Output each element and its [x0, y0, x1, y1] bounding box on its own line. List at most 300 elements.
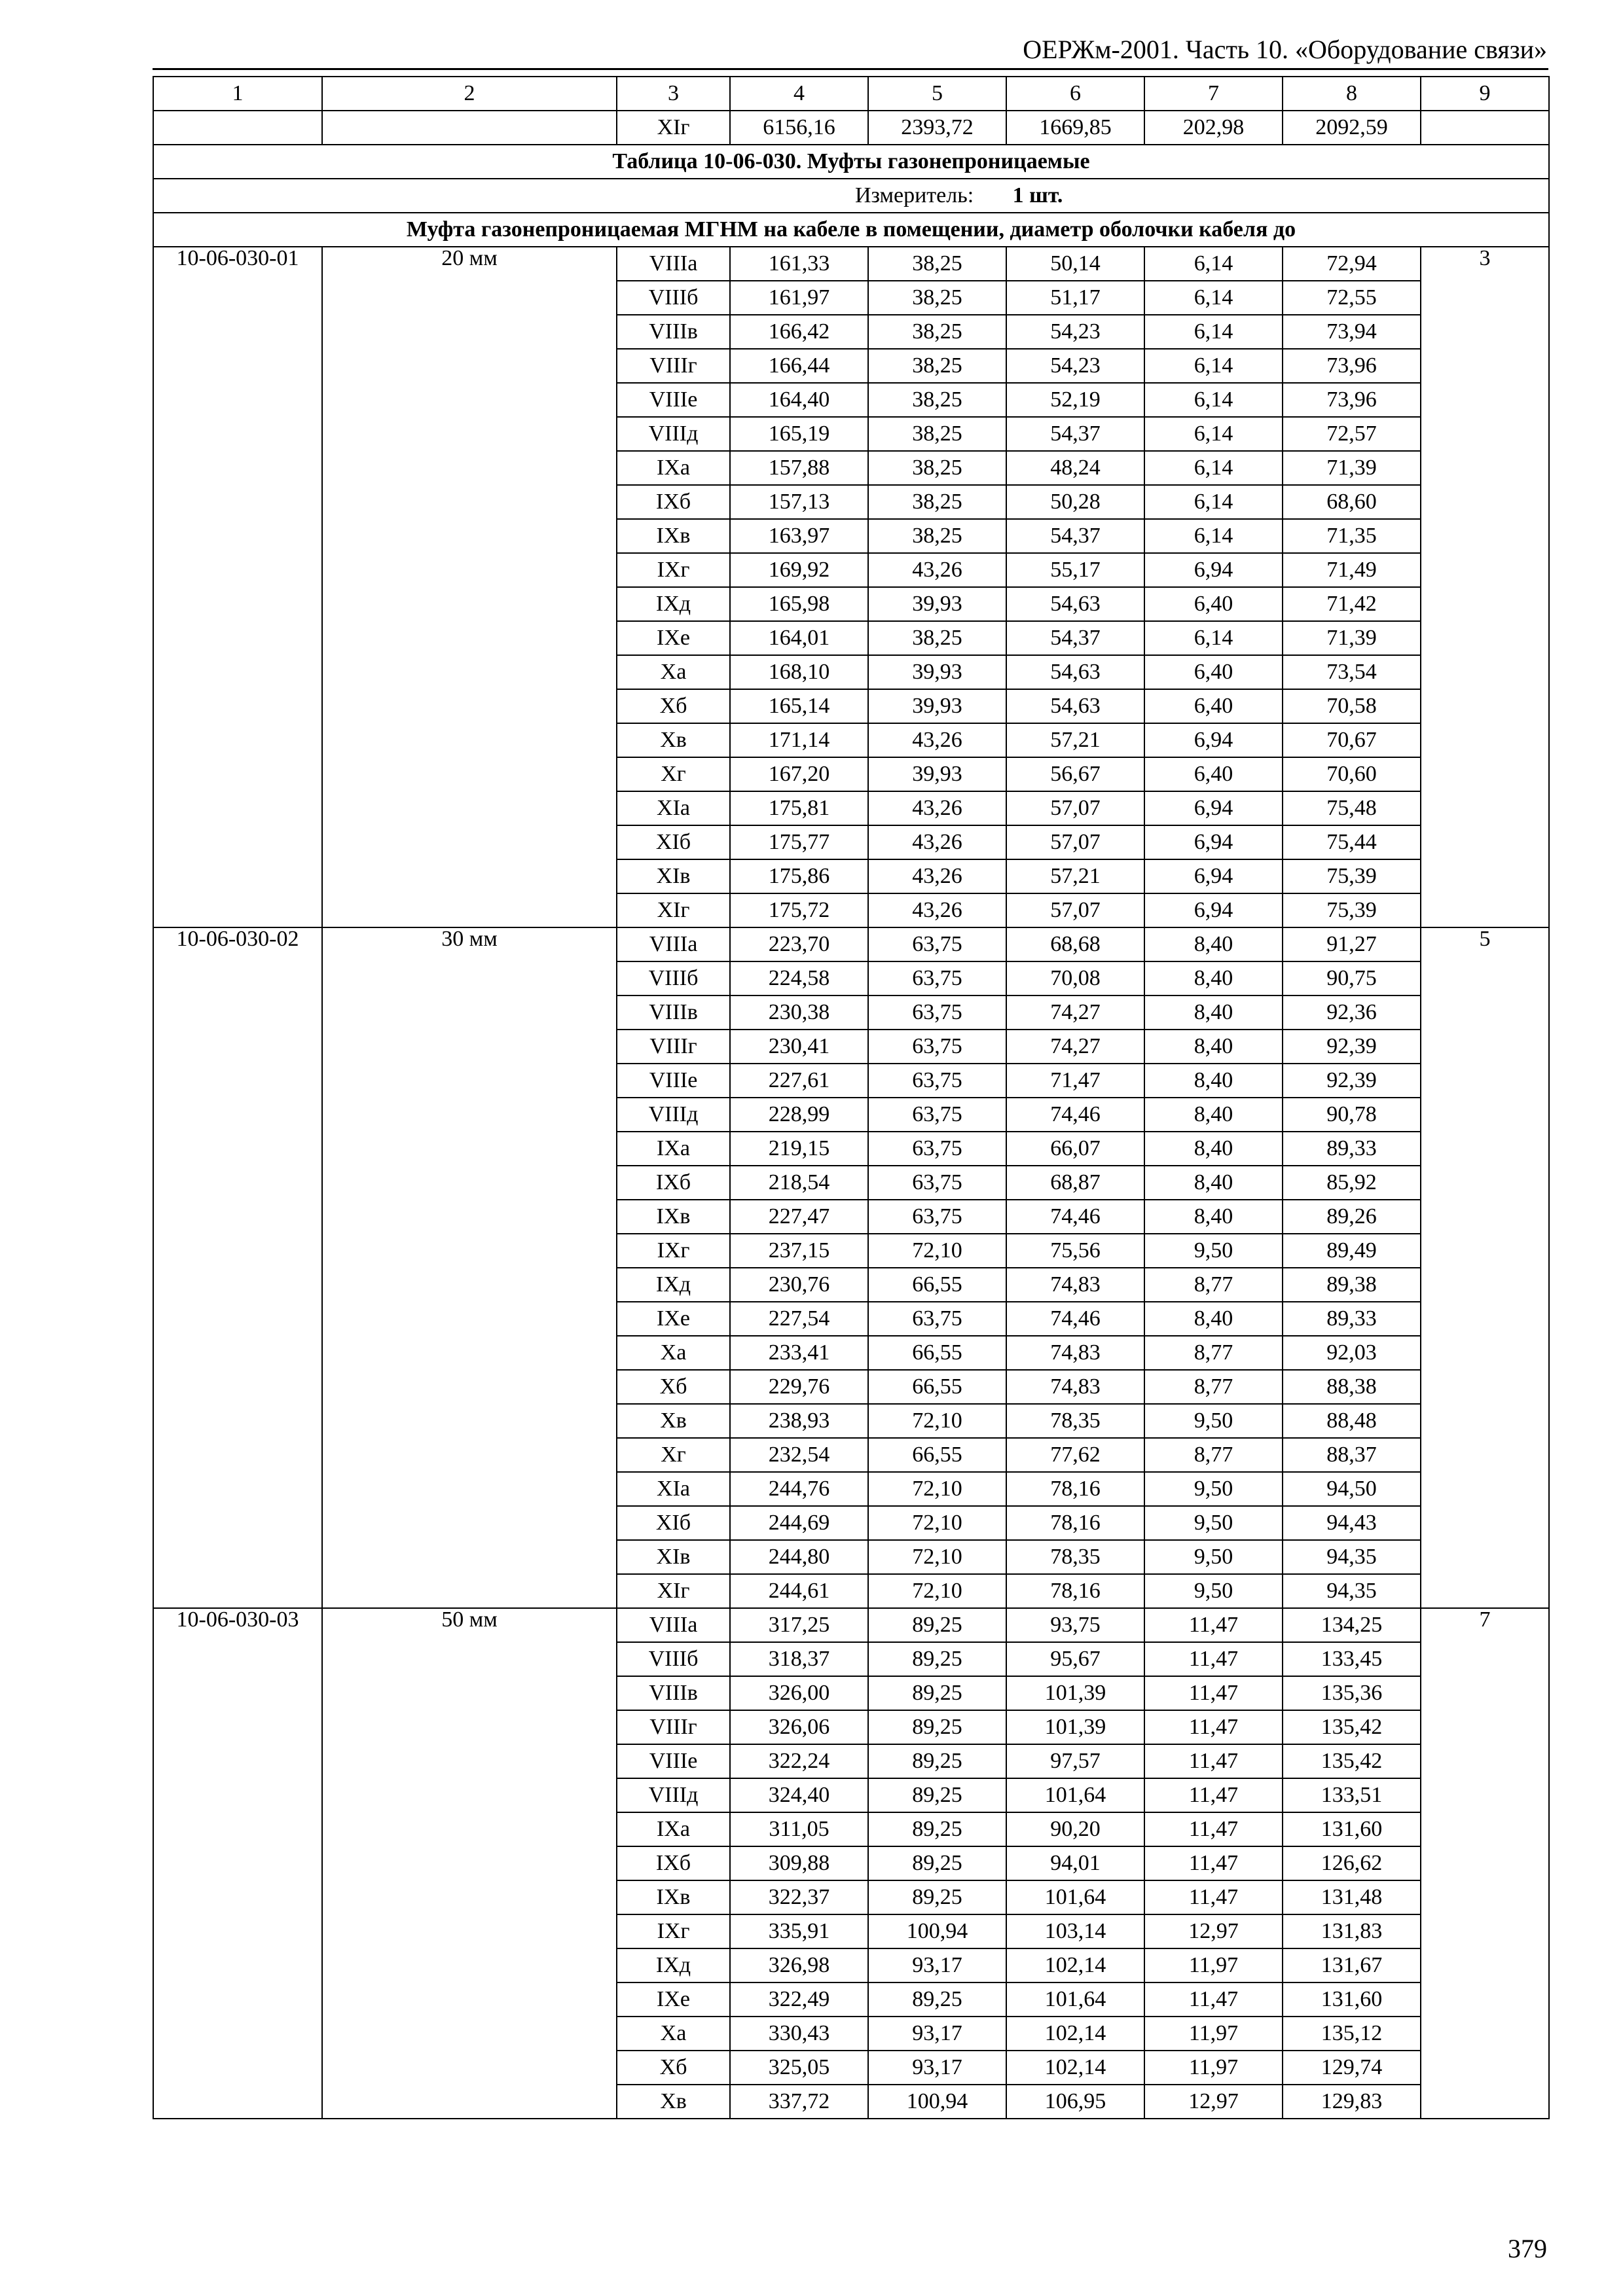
cell-value: 6,94 [1144, 859, 1283, 893]
cell-value: 91,27 [1283, 927, 1421, 961]
cell-value: 165,98 [730, 587, 868, 621]
cell-value: 167,20 [730, 757, 868, 791]
cell-class: Xв [617, 1404, 730, 1438]
cell-class: Xа [617, 1336, 730, 1370]
cell-value: 126,62 [1283, 1846, 1421, 1880]
description-cell: 20 мм [322, 247, 617, 927]
cell-value: 6,14 [1144, 281, 1283, 315]
cell-value: 43,26 [868, 791, 1006, 825]
measure-cell [153, 179, 1549, 213]
cell-value: 131,60 [1283, 1812, 1421, 1846]
cell-value: 90,20 [1006, 1812, 1144, 1846]
cell-class: IXг [617, 553, 730, 587]
cell-value: 326,06 [730, 1710, 868, 1744]
cell-class: Xв [617, 2085, 730, 2119]
cell-class: XIб [617, 825, 730, 859]
cell-value: 157,13 [730, 485, 868, 519]
cell-value: 78,35 [1006, 1404, 1144, 1438]
col-number: 7 [1144, 77, 1283, 111]
cell-value: 75,39 [1283, 893, 1421, 927]
cell-value: 43,26 [868, 553, 1006, 587]
cell-value: 89,25 [868, 1982, 1006, 2017]
cell-value: 8,40 [1144, 1132, 1283, 1166]
cell-class: VIIIд [617, 1778, 730, 1812]
cell-value: 89,25 [868, 1880, 1006, 1914]
cell-class: IXг [617, 1914, 730, 1948]
cell-value: 74,83 [1006, 1370, 1144, 1404]
cell-value: 90,75 [1283, 961, 1421, 996]
cell-class: Xг [617, 1438, 730, 1472]
section-title: Муфта газонепроницаемая МГНМ на кабеле в помещении, диаметр оболочки кабеля до [153, 213, 1549, 247]
cell-class: VIIIб [617, 1642, 730, 1676]
cell-value: 88,37 [1283, 1438, 1421, 1472]
cell-value: 129,74 [1283, 2051, 1421, 2085]
cell-value: 72,10 [868, 1404, 1006, 1438]
cell-class: XIв [617, 1540, 730, 1574]
cell-value: 244,80 [730, 1540, 868, 1574]
cell-value: 330,43 [730, 2017, 868, 2051]
cell-class: Xб [617, 2051, 730, 2085]
cell-value: 92,39 [1283, 1030, 1421, 1064]
table-row [153, 927, 1549, 961]
code-cell: 10-06-030-03 [153, 1608, 322, 2119]
cell-class: VIIIа [617, 247, 730, 281]
cell-value: 135,12 [1283, 2017, 1421, 2051]
cell-value: 89,33 [1283, 1132, 1421, 1166]
cell-value: 43,26 [868, 723, 1006, 757]
cell-value: 227,61 [730, 1064, 868, 1098]
cell-value: 12,97 [1144, 1914, 1283, 1948]
cell-value: 78,35 [1006, 1540, 1144, 1574]
cell-value: 6,40 [1144, 655, 1283, 689]
cell-value: 244,76 [730, 1472, 868, 1506]
cell-value: 92,39 [1283, 1064, 1421, 1098]
cell-class: XIг [617, 893, 730, 927]
cell-value: 72,55 [1283, 281, 1421, 315]
cell-value: 223,70 [730, 927, 868, 961]
cell-value: 133,45 [1283, 1642, 1421, 1676]
cell-value: 322,49 [730, 1982, 868, 2017]
cell-value: 6,94 [1144, 553, 1283, 587]
cell [153, 111, 322, 145]
cell-value: 38,25 [868, 281, 1006, 315]
cell-value: 8,77 [1144, 1438, 1283, 1472]
cell-value: 63,75 [868, 1166, 1006, 1200]
cell-class: VIIIа [617, 1608, 730, 1642]
cell-value: 8,40 [1144, 1030, 1283, 1064]
cell-value: 54,37 [1006, 417, 1144, 451]
cell [322, 111, 617, 145]
cell-class: IXв [617, 1200, 730, 1234]
cell-value: 74,27 [1006, 1030, 1144, 1064]
cell-value: 129,83 [1283, 2085, 1421, 2119]
cell-value: 93,17 [868, 1948, 1006, 1982]
cell-value: 161,33 [730, 247, 868, 281]
cell-value: 9,50 [1144, 1234, 1283, 1268]
cell-value: 102,14 [1006, 1948, 1144, 1982]
cell-value: 66,55 [868, 1336, 1006, 1370]
cell-class: IXд [617, 587, 730, 621]
cell-value: 165,19 [730, 417, 868, 451]
cell-value: 131,83 [1283, 1914, 1421, 1948]
cell-value: 50,14 [1006, 247, 1144, 281]
cell-value: 92,03 [1283, 1336, 1421, 1370]
cell-value: 54,63 [1006, 689, 1144, 723]
cell-value: 175,72 [730, 893, 868, 927]
cell-value: 101,39 [1006, 1676, 1144, 1710]
cell-class: VIIIг [617, 1030, 730, 1064]
cell-class: VIIIе [617, 383, 730, 417]
table-title: Таблица 10-06-030. Муфты газонепроницаемые [153, 145, 1549, 179]
cell-value: 335,91 [730, 1914, 868, 1948]
cell-value: 78,16 [1006, 1472, 1144, 1506]
cell-value: 54,37 [1006, 519, 1144, 553]
description-cell: 30 мм [322, 927, 617, 1608]
col9-cell: 3 [1421, 247, 1549, 927]
cell-value: 8,40 [1144, 1200, 1283, 1234]
cell-value: 102,14 [1006, 2017, 1144, 2051]
cell-value: 8,40 [1144, 1166, 1283, 1200]
cell-value: 11,47 [1144, 1880, 1283, 1914]
cell-value: 6,14 [1144, 247, 1283, 281]
column-number-row [153, 77, 1549, 111]
cell-value: 93,75 [1006, 1608, 1144, 1642]
cell-value: 8,40 [1144, 1064, 1283, 1098]
cell-value: 102,14 [1006, 2051, 1144, 2085]
description-cell: 50 мм [322, 1608, 617, 2119]
cell-value: 227,47 [730, 1200, 868, 1234]
cell-value: 8,40 [1144, 1302, 1283, 1336]
cell-class: XIб [617, 1506, 730, 1540]
cell-value: 131,48 [1283, 1880, 1421, 1914]
col-number: 1 [153, 77, 322, 111]
cell-value: 66,07 [1006, 1132, 1144, 1166]
cell-value: 166,42 [730, 315, 868, 349]
cell-value: 39,93 [868, 587, 1006, 621]
cell-value: 52,19 [1006, 383, 1144, 417]
cell-value: 57,07 [1006, 893, 1144, 927]
col-number: 8 [1283, 77, 1421, 111]
cell-value: 56,67 [1006, 757, 1144, 791]
cell-value: 135,42 [1283, 1744, 1421, 1778]
cell-value: 54,37 [1006, 621, 1144, 655]
cell-value: 93,17 [868, 2051, 1006, 2085]
cell-value: 233,41 [730, 1336, 868, 1370]
cell-value: 165,14 [730, 689, 868, 723]
cell-value: 89,33 [1283, 1302, 1421, 1336]
cell-value: 57,07 [1006, 825, 1144, 859]
cell-class: XIг [617, 1574, 730, 1608]
cell-value: 68,87 [1006, 1166, 1144, 1200]
section-row [153, 213, 1549, 247]
cell-value: 244,69 [730, 1506, 868, 1540]
cell-value: 38,25 [868, 485, 1006, 519]
cell-value: 6,94 [1144, 893, 1283, 927]
cell-value: 157,88 [730, 451, 868, 485]
cell-value: 229,76 [730, 1370, 868, 1404]
table-row [153, 247, 1549, 281]
cell-class: VIIIд [617, 417, 730, 451]
cell-value: 6,40 [1144, 689, 1283, 723]
cell-value: 11,47 [1144, 1778, 1283, 1812]
cell-value: 63,75 [868, 961, 1006, 996]
cell-value: 68,60 [1283, 485, 1421, 519]
cell-class: IXв [617, 519, 730, 553]
cell-value: 38,25 [868, 247, 1006, 281]
cell-value: 89,26 [1283, 1200, 1421, 1234]
cell-value: 218,54 [730, 1166, 868, 1200]
cell-class: IXв [617, 1880, 730, 1914]
cell-value: 101,64 [1006, 1982, 1144, 2017]
cell-value: 6,94 [1144, 723, 1283, 757]
measure-unit: 1 шт. [1012, 183, 1063, 207]
cell-value: 88,48 [1283, 1404, 1421, 1438]
cell-class: VIIIб [617, 281, 730, 315]
cell-value: 50,28 [1006, 485, 1144, 519]
cell-value: 202,98 [1144, 111, 1283, 145]
code-cell: 10-06-030-02 [153, 927, 322, 1608]
cell-class: IXе [617, 1302, 730, 1336]
cell-value: 71,39 [1283, 451, 1421, 485]
cell-value: 38,25 [868, 349, 1006, 383]
cell-value: 131,60 [1283, 1982, 1421, 2017]
cell-class: VIIIа [617, 927, 730, 961]
cell-value: 73,96 [1283, 349, 1421, 383]
cell-value: 73,94 [1283, 315, 1421, 349]
cell-value: 70,67 [1283, 723, 1421, 757]
cell-value: 89,25 [868, 1642, 1006, 1676]
cell-value: 57,21 [1006, 723, 1144, 757]
cell-value: 74,46 [1006, 1200, 1144, 1234]
cell-class: Xб [617, 1370, 730, 1404]
cell-value: 100,94 [868, 1914, 1006, 1948]
cell-value: 161,97 [730, 281, 868, 315]
cell-class: VIIIд [617, 1098, 730, 1132]
cell-value: 6,14 [1144, 485, 1283, 519]
cell-value: 72,10 [868, 1234, 1006, 1268]
cell-value: 6,14 [1144, 519, 1283, 553]
cell-value: 95,67 [1006, 1642, 1144, 1676]
cell-value: 325,05 [730, 2051, 868, 2085]
cell-class: VIIIе [617, 1744, 730, 1778]
cell-class: IXд [617, 1268, 730, 1302]
cell-value: 317,25 [730, 1608, 868, 1642]
cell-value: 63,75 [868, 1030, 1006, 1064]
cell-class: XIв [617, 859, 730, 893]
cell-value: 89,49 [1283, 1234, 1421, 1268]
cell-value: 74,46 [1006, 1098, 1144, 1132]
cell-value: 72,57 [1283, 417, 1421, 451]
cell-value: 38,25 [868, 621, 1006, 655]
cell-value: 74,83 [1006, 1336, 1144, 1370]
cell-class: Xв [617, 723, 730, 757]
cell-value: 9,50 [1144, 1404, 1283, 1438]
cell-value: 8,40 [1144, 927, 1283, 961]
cell-value: 8,77 [1144, 1370, 1283, 1404]
cell-value: 71,42 [1283, 587, 1421, 621]
cell-class: IXб [617, 1166, 730, 1200]
cell-value: 73,96 [1283, 383, 1421, 417]
cell-value: 11,47 [1144, 1812, 1283, 1846]
cell-value: 63,75 [868, 1132, 1006, 1166]
cell-value: 135,42 [1283, 1710, 1421, 1744]
cell-value: 63,75 [868, 1098, 1006, 1132]
cell-class: IXе [617, 1982, 730, 2017]
cell-value: 57,07 [1006, 791, 1144, 825]
cell-value: 63,75 [868, 927, 1006, 961]
cell-value: 224,58 [730, 961, 868, 996]
cell-value: 72,10 [868, 1540, 1006, 1574]
cell-value: 9,50 [1144, 1506, 1283, 1540]
cell-value: 71,49 [1283, 553, 1421, 587]
cell-class: VIIIе [617, 1064, 730, 1098]
cell-value: 238,93 [730, 1404, 868, 1438]
cell-value: 326,00 [730, 1676, 868, 1710]
cell-value: 8,77 [1144, 1268, 1283, 1302]
cell-value: 94,50 [1283, 1472, 1421, 1506]
cell-value: 51,17 [1006, 281, 1144, 315]
cell-value: 75,56 [1006, 1234, 1144, 1268]
col-number: 3 [617, 77, 730, 111]
cell-value: 9,50 [1144, 1540, 1283, 1574]
cell-value: 63,75 [868, 1302, 1006, 1336]
cell-value: 72,10 [868, 1506, 1006, 1540]
cell-value: 101,64 [1006, 1880, 1144, 1914]
cell-class: VIIIв [617, 315, 730, 349]
cell-value: 166,44 [730, 349, 868, 383]
cell-value: 78,16 [1006, 1506, 1144, 1540]
cell-value: 70,08 [1006, 961, 1144, 996]
cell-value: 75,44 [1283, 825, 1421, 859]
cell-value: 38,25 [868, 451, 1006, 485]
cell-class: IXе [617, 621, 730, 655]
cell-value: 75,39 [1283, 859, 1421, 893]
cell-value: 326,98 [730, 1948, 868, 1982]
cell-value: 6,14 [1144, 451, 1283, 485]
cell-value: 6156,16 [730, 111, 868, 145]
cell-value: 103,14 [1006, 1914, 1144, 1948]
cell-value: 48,24 [1006, 451, 1144, 485]
cell-value: 318,37 [730, 1642, 868, 1676]
cell-value: 89,25 [868, 1710, 1006, 1744]
cell-value: 237,15 [730, 1234, 868, 1268]
cell-value: 85,92 [1283, 1166, 1421, 1200]
cell-value: 43,26 [868, 859, 1006, 893]
cell-value: 6,14 [1144, 383, 1283, 417]
cell-value: 6,14 [1144, 417, 1283, 451]
cell-value: 66,55 [868, 1438, 1006, 1472]
cell-value: 38,25 [868, 417, 1006, 451]
cell-class: IXб [617, 1846, 730, 1880]
cell-class: Xа [617, 655, 730, 689]
cell-value: 9,50 [1144, 1472, 1283, 1506]
code-cell: 10-06-030-01 [153, 247, 322, 927]
cell-value: 100,94 [868, 2085, 1006, 2119]
cell-value: 89,25 [868, 1812, 1006, 1846]
cell-value: 75,48 [1283, 791, 1421, 825]
col-number: 4 [730, 77, 868, 111]
cell-value: 311,05 [730, 1812, 868, 1846]
cell-value: 230,76 [730, 1268, 868, 1302]
cell-value: 322,24 [730, 1744, 868, 1778]
cell-class: VIIIг [617, 349, 730, 383]
cell-value: 43,26 [868, 825, 1006, 859]
cell-value: 11,47 [1144, 1846, 1283, 1880]
cell-value: 89,25 [868, 1608, 1006, 1642]
cell-value: 230,41 [730, 1030, 868, 1064]
cell-value: 11,47 [1144, 1608, 1283, 1642]
cell-value: 6,94 [1144, 825, 1283, 859]
cell-value: 89,38 [1283, 1268, 1421, 1302]
cell-value: 94,35 [1283, 1540, 1421, 1574]
cell [1421, 111, 1549, 145]
cell-class: IXб [617, 485, 730, 519]
cell-value: 175,77 [730, 825, 868, 859]
cell-class: VIIIв [617, 996, 730, 1030]
col9-cell: 7 [1421, 1608, 1549, 2119]
cell-value: 72,10 [868, 1574, 1006, 1608]
cell-class: IXд [617, 1948, 730, 1982]
cell-class: VIIIг [617, 1710, 730, 1744]
cell-value: 63,75 [868, 1200, 1006, 1234]
cell-value: 175,81 [730, 791, 868, 825]
cell-value: 11,47 [1144, 1676, 1283, 1710]
cell-value: 71,39 [1283, 621, 1421, 655]
cell-class: IXа [617, 1132, 730, 1166]
cell-value: 73,54 [1283, 655, 1421, 689]
cell-value: 322,37 [730, 1880, 868, 1914]
cell-value: 164,40 [730, 383, 868, 417]
cell-value: 2092,59 [1283, 111, 1421, 145]
cell-value: 54,63 [1006, 587, 1144, 621]
cell-value: 74,27 [1006, 996, 1144, 1030]
cell-value: 68,68 [1006, 927, 1144, 961]
cell-value: 6,94 [1144, 791, 1283, 825]
col9-cell: 5 [1421, 927, 1549, 1608]
cell-value: 72,94 [1283, 247, 1421, 281]
cell-value: 228,99 [730, 1098, 868, 1132]
cell-value: 11,97 [1144, 2017, 1283, 2051]
cell-value: 324,40 [730, 1778, 868, 1812]
cell-value: 94,01 [1006, 1846, 1144, 1880]
cell-value: 8,40 [1144, 1098, 1283, 1132]
cell-value: 175,86 [730, 859, 868, 893]
col-number: 5 [868, 77, 1006, 111]
cell-value: 134,25 [1283, 1608, 1421, 1642]
cell-value: 131,67 [1283, 1948, 1421, 1982]
cell-value: 171,14 [730, 723, 868, 757]
cell-class: IXг [617, 1234, 730, 1268]
cell-value: 57,21 [1006, 859, 1144, 893]
cell-value: 39,93 [868, 655, 1006, 689]
cell-value: 88,38 [1283, 1370, 1421, 1404]
cell-value: 6,14 [1144, 621, 1283, 655]
cell-value: 11,97 [1144, 2051, 1283, 2085]
cell-value: 43,26 [868, 893, 1006, 927]
page-number: 379 [1508, 2234, 1547, 2263]
cell-value: 38,25 [868, 315, 1006, 349]
cell-value: 101,39 [1006, 1710, 1144, 1744]
cell-value: 6,40 [1144, 757, 1283, 791]
cell-value: 92,36 [1283, 996, 1421, 1030]
cell-value: 9,50 [1144, 1574, 1283, 1608]
cell-value: 55,17 [1006, 553, 1144, 587]
cell-value: 77,62 [1006, 1438, 1144, 1472]
cell-value: 163,97 [730, 519, 868, 553]
cell-value: 74,83 [1006, 1268, 1144, 1302]
cell-value: 6,14 [1144, 315, 1283, 349]
cell-class: VIIIб [617, 961, 730, 996]
